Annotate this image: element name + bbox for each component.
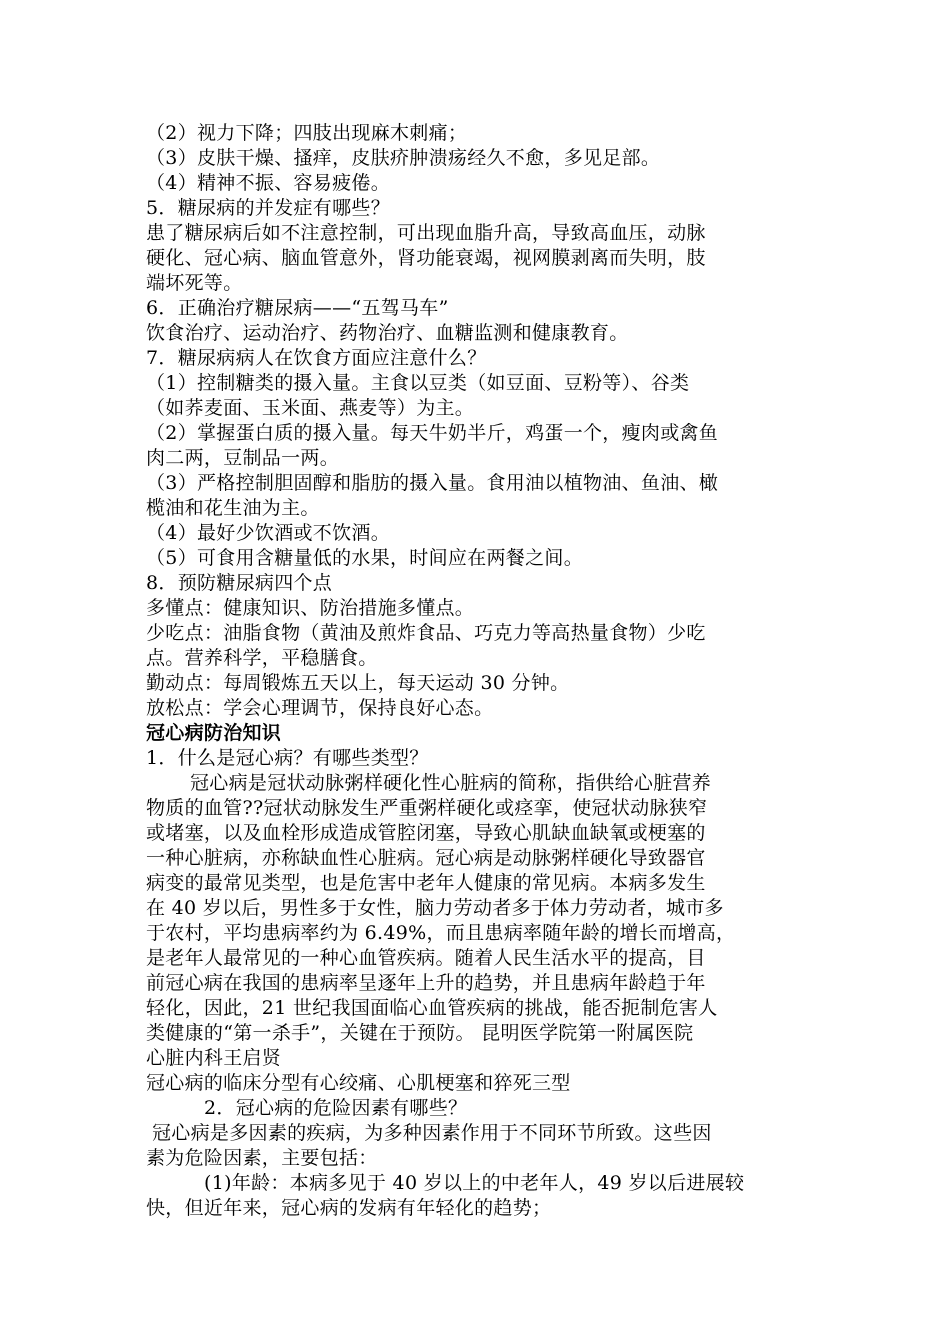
- text-line: 快，但近年来，冠心病的发病有年轻化的趋势；: [146, 1197, 552, 1219]
- section-question: 7．糖尿病病人在饮食方面应注意什么？: [146, 347, 487, 369]
- text-line: 多懂点：健康知识、防治措施多懂点。: [146, 597, 475, 619]
- text-line: 素为危险因素，主要包括：: [146, 1147, 378, 1169]
- text-line: 在 40 岁以后，男性多于女性，脑力劳动者多于体力劳动者，城市多: [146, 897, 724, 919]
- text-line: 榄油和花生油为主。: [146, 497, 320, 519]
- text-line: 冠心病的临床分型有心绞痛、心肌梗塞和猝死三型: [146, 1072, 571, 1094]
- text-line: 类健康的“第一杀手”，关键在于预防。 昆明医学院第一附属医院: [146, 1022, 694, 1044]
- text-line: （5）可食用含糖量低的水果，时间应在两餐之间。: [146, 547, 583, 569]
- text-line: 饮食治疗、运动治疗、药物治疗、血糖监测和健康教育。: [146, 322, 629, 344]
- text-line: 点。营养科学，平稳膳食。: [146, 647, 378, 669]
- text-line: （3）皮肤干燥、搔痒，皮肤疥肿溃疡经久不愈，多见足部。: [146, 147, 661, 169]
- text-line: 前冠心病在我国的患病率呈逐年上升的趋势，并且患病年龄趋于年: [146, 972, 706, 994]
- text-line: 勤动点：每周锻炼五天以上，每天运动 30 分钟。: [146, 672, 570, 694]
- document-body: [146, 121, 826, 1221]
- section-question: 2．冠心病的危险因素有哪些？: [204, 1097, 468, 1119]
- text-line: 放松点：学会心理调节，保持良好心态。: [146, 697, 494, 719]
- text-line: (1)年龄：本病多见于 40 岁以上的中老年人，49 岁以后进展较: [204, 1172, 745, 1194]
- text-line: 端坏死等。: [146, 272, 243, 294]
- text-line: （如荞麦面、玉米面、燕麦等）为主。: [146, 397, 475, 419]
- section-heading: 冠心病防治知识: [146, 722, 282, 744]
- text-line: 一种心脏病，亦称缺血性心脏病。冠心病是动脉粥样硬化导致器官: [146, 847, 706, 869]
- text-line: 心脏内科王启贤: [146, 1047, 282, 1069]
- text-line: （3）严格控制胆固醇和脂肪的摄入量。食用油以植物油、鱼油、橄: [146, 472, 719, 494]
- text-line: （1）控制糖类的摄入量。主食以豆类（如豆面、豆粉等）、谷类: [146, 372, 690, 394]
- text-line: 或堵塞，以及血栓形成造成管腔闭塞，导致心肌缺血缺氧或梗塞的: [146, 822, 706, 844]
- text-line: （4）精神不振、容易疲倦。: [146, 172, 390, 194]
- section-question: 1．什么是冠心病？有哪些类型？: [146, 747, 429, 769]
- text-line: 病变的最常见类型，也是危害中老年人健康的常见病。本病多发生: [146, 872, 706, 894]
- text-line: 于农村，平均患病率约为 6.49%，而且患病率随年龄的增长而增高，: [146, 922, 736, 944]
- text-line: （4）最好少饮酒或不饮酒。: [146, 522, 390, 544]
- text-line: （2）视力下降；四肢出现麻木刺痛；: [146, 122, 468, 144]
- text-line: 冠心病是多因素的疾病，为多种因素作用于不同环节所致。这些因: [152, 1122, 712, 1144]
- text-line: 冠心病是冠状动脉粥样硬化性心脏病的简称，指供给心脏营养: [190, 772, 712, 794]
- text-line: 是老年人最常见的一种心血管疾病。随着人民生活水平的提高，目: [146, 947, 706, 969]
- text-line: 硬化、冠心病、脑血管意外，肾功能衰竭，视网膜剥离而失明，肢: [146, 247, 706, 269]
- text-line: （2）掌握蛋白质的摄入量。每天牛奶半斤，鸡蛋一个，瘦肉或禽鱼: [146, 422, 719, 444]
- section-question: 6．正确治疗糖尿病——“五驾马车”: [146, 297, 449, 319]
- text-line: 物质的血管??冠状动脉发生严重粥样硬化或痉挛，使冠状动脉狭窄: [146, 797, 708, 819]
- section-question: 5．糖尿病的并发症有哪些？: [146, 197, 390, 219]
- text-line: 肉二两，豆制品一两。: [146, 447, 340, 469]
- section-question: 8．预防糖尿病四个点: [146, 572, 333, 594]
- text-line: 轻化，因此，21 世纪我国面临心血管疾病的挑战，能否扼制危害人: [146, 997, 718, 1019]
- text-line: 少吃点：油脂食物（黄油及煎炸食品、巧克力等高热量食物）少吃: [146, 622, 706, 644]
- text-line: 患了糖尿病后如不注意控制，可出现血脂升高，导致高血压，动脉: [146, 222, 706, 244]
